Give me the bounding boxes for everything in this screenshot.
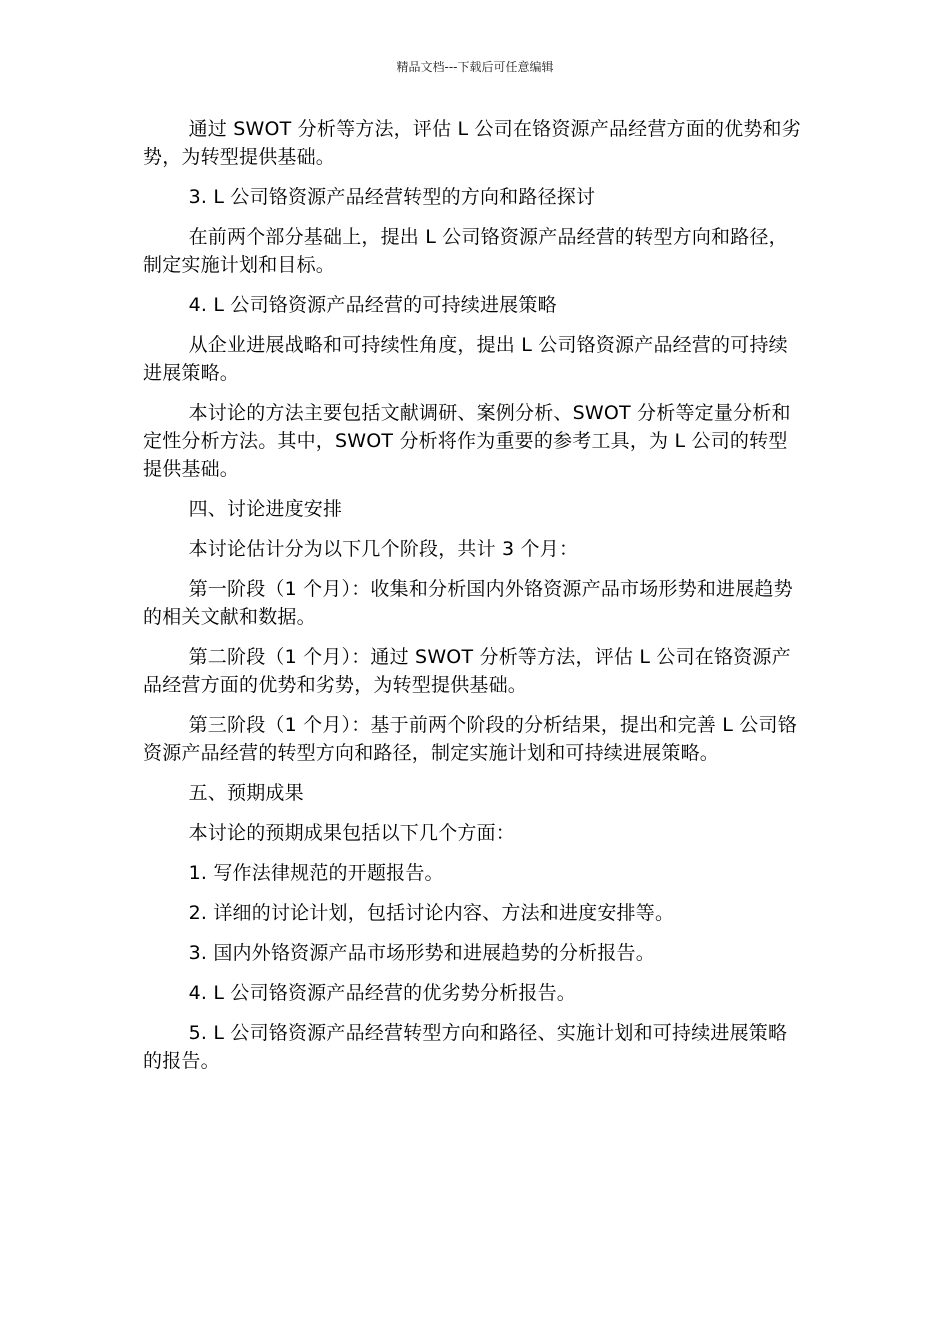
section-heading: 4. L 公司铬资源产品经营的可持续进展策略 (188, 294, 557, 316)
paragraph: 通过 SWOT 分析等方法，评估 L 公司在铬资源产品经营方面的优势和劣势，为转型提供基础。 (143, 118, 801, 168)
paragraph: 本讨论的方法主要包括文献调研、案例分析、SWOT 分析等定量分析和定性分析方法。其中，SWOT 分析将作为重要的参考工具，为 L 公司的转型提供基础。 (143, 402, 791, 480)
paragraph: 在前两个部分基础上，提出 L 公司铬资源产品经营的转型方向和路径，制定实施计划和目标。 (143, 226, 788, 276)
section-heading: 3. L 公司铬资源产品经营转型的方向和路径探讨 (188, 186, 596, 208)
section-heading: 四、讨论进度安排 (188, 498, 343, 520)
paragraph: 从企业进展战略和可持续性角度，提出 L 公司铬资源产品经营的可持续进展策略。 (143, 334, 788, 384)
list-item: 5. L 公司铬资源产品经营转型方向和路径、实施计划和可持续进展策略的报告。 (143, 1022, 788, 1072)
paragraph: 本讨论估计分为以下几个阶段，共计 3 个月： (188, 538, 579, 560)
paragraph: 本讨论的预期成果包括以下几个方面： (188, 822, 515, 844)
list-item: 第三阶段（1 个月）：基于前两个阶段的分析结果，提出和完善 L 公司铬资源产品经营的转型方向和路径，制定实施计划和可持续进展策略。 (143, 714, 797, 764)
list-item: 2. 详细的讨论计划，包括讨论内容、方法和进度安排等。 (188, 902, 675, 924)
document-body (143, 115, 803, 1087)
list-item: 第二阶段（1 个月）：通过 SWOT 分析等方法，评估 L 公司在铬资源产品经营方面的优势和劣势，为转型提供基础。 (143, 646, 791, 696)
list-item: 3. 国内外铬资源产品市场形势和进展趋势的分析报告。 (188, 942, 655, 964)
list-item: 4. L 公司铬资源产品经营的优劣势分析报告。 (188, 982, 576, 1004)
list-item: 第一阶段（1 个月）：收集和分析国内外铬资源产品市场形势和进展趋势的相关文献和数据。 (143, 578, 793, 628)
section-heading: 五、预期成果 (188, 782, 304, 804)
list-item: 1. 写作法律规范的开题报告。 (188, 862, 444, 884)
page-header: 精品文档---下载后可任意编辑 (396, 60, 554, 74)
